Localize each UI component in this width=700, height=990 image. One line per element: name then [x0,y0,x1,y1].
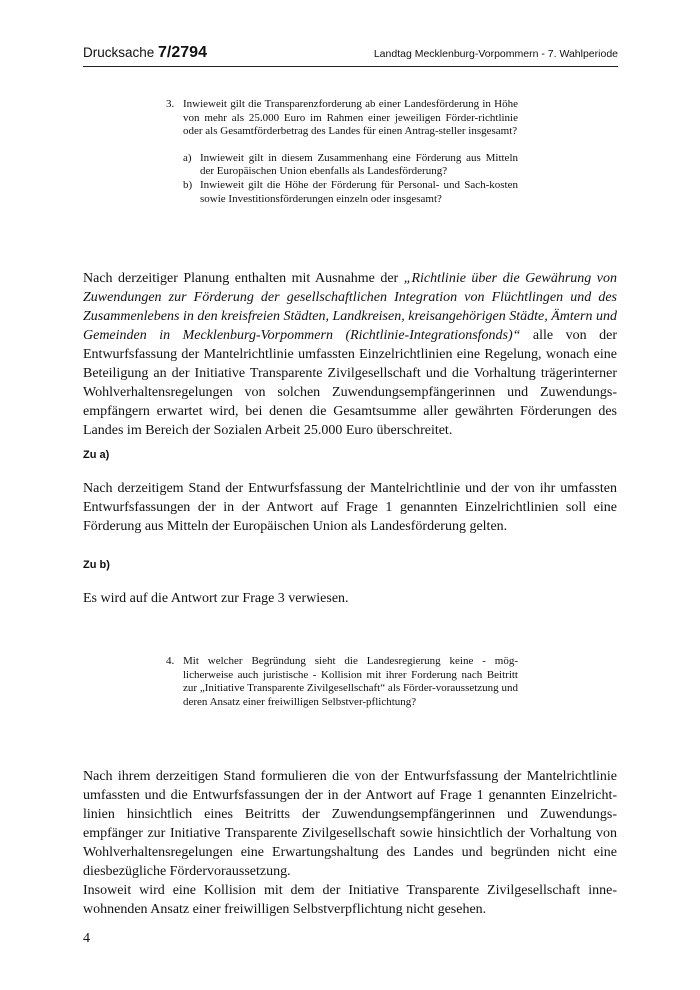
answer-4 [83,767,617,919]
document-prefix: Drucksache [83,45,159,60]
sub-text: Inwieweit gilt in diesem Zusammenhang eine Förderung aus Mitteln der Europäischen Union ebenfalls als Landesförderung? [200,151,518,178]
answer-intro: Nach derzeitiger Planung enthalten mit Ausnahme der [83,271,404,286]
question-number: 3. [166,98,175,110]
question-sub-a [183,152,518,179]
sub-label: b) [183,178,193,191]
answer-paragraph [83,269,617,440]
answer-rest: alle von der Entwurfsfassung der Mantelrichtlinie umfassten Einzelrichtlinien eine Regelung, wonach eine Beteiligung an der Initiative Transparente Zivilgesellschaft und die Vorhaltung trägerinterner Wohlverhaltensregelungen von solchen Zuwendungsempfängerinnen und Zuwendungs-empfängern erwartet wird, bei denen die Gesamtsumme aller gewährten Förderungen des Landes im Bereich der Sozialen Arbeit 25.000 Euro überschreitet. [83,328,617,438]
heading-zu-a: Zu a) [83,449,110,461]
page-number: 4 [83,931,90,946]
answer-paragraph: Insoweit wird eine Kollision mit dem der Initiative Transparente Zivilgesellschaft inne-wohnenden Ansatz einer freiwilligen Selbstverpflichtung nicht gesehen. [83,883,617,917]
question-number: 4. [166,655,175,667]
question-text: Mit welcher Begründung sieht die Landesregierung keine - mög-licherweise auch juristische - Kollision mit ihrer Forderung nach Beitritt zur „Initiative Transparente Zivilgesellschaft“ als Förder-voraussetzung und deren Ansatz einer freiwilligen Selbstver-pflichtung? [183,655,518,708]
sub-label: a) [183,151,192,164]
sub-text: Inwieweit gilt die Höhe der Förderung für Personal- und Sach-kosten sowie Investitionsförderungen einzeln oder insgesamt? [200,178,518,205]
question-text: Inwieweit gilt die Transparenzforderung ab einer Landesförderung in Höhe von mehr als 25.000 Euro im Rahmen einer jeweiligen Förder-richtlinie oder als Gesamtförderbetrag des Landes für einen Antrag-steller insgesamt? [183,98,518,138]
answer-3 [83,269,617,440]
answer-paragraph: Nach ihrem derzeitigen Stand formulieren die von der Entwurfsfassung der Mantelrichtlinie umfassten und die Entwurfsfassungen der in der Antwort auf Frage 1 genannten Einzelricht-linien hinsichtlich eines Beitritts der Zuwendungsempfängerinnen und Zuwendungs-empfänger zur Initiative Transparente Zivilgesellschaft sowie hinsichtlich der Vorhaltung von Wohlverhaltensregelungen eine Erwartungshaltung des Landes und begründen nicht eine diesbezügliche Fördervoraussetzung. [83,769,617,879]
question-4 [166,655,518,709]
document-number-value: 7/2794 [158,44,207,61]
question-3 [166,98,518,206]
heading-zu-b: Zu b) [83,559,110,571]
document-number [83,44,207,62]
parliament-name: Landtag Mecklenburg-Vorpommern - 7. Wahlperiode [373,48,618,60]
answer-paragraph: Es wird auf die Antwort zur Frage 3 verwiesen. [83,591,349,606]
answer-paragraph: Nach derzeitigem Stand der Entwurfsfassung der Mantelrichtlinie und der von ihr umfassten Entwurfsfassungen der in der Antwort auf Frage 1 genannten Einzelrichtlinien soll eine Förderung aus Mitteln der Europäischen Union als Landesförderung gelten. [83,481,617,534]
question-sub-b [183,179,518,206]
page-header [83,42,618,67]
answer-zu-b [83,589,617,608]
guideline-title: „Richtlinie über die Gewährung von Zuwendungen zur Förderung der gesellschaftlichen Integration von Flüchtlingen und des Zusammenlebens in den kreisfreien Städten, Landkreisen, kreisangehörigen Städte, Ämtern und Gemeinden in Mecklenburg-Vorpommern (Richtlinie-Integrationsfonds)“ [83,271,617,343]
answer-zu-a [83,479,617,536]
